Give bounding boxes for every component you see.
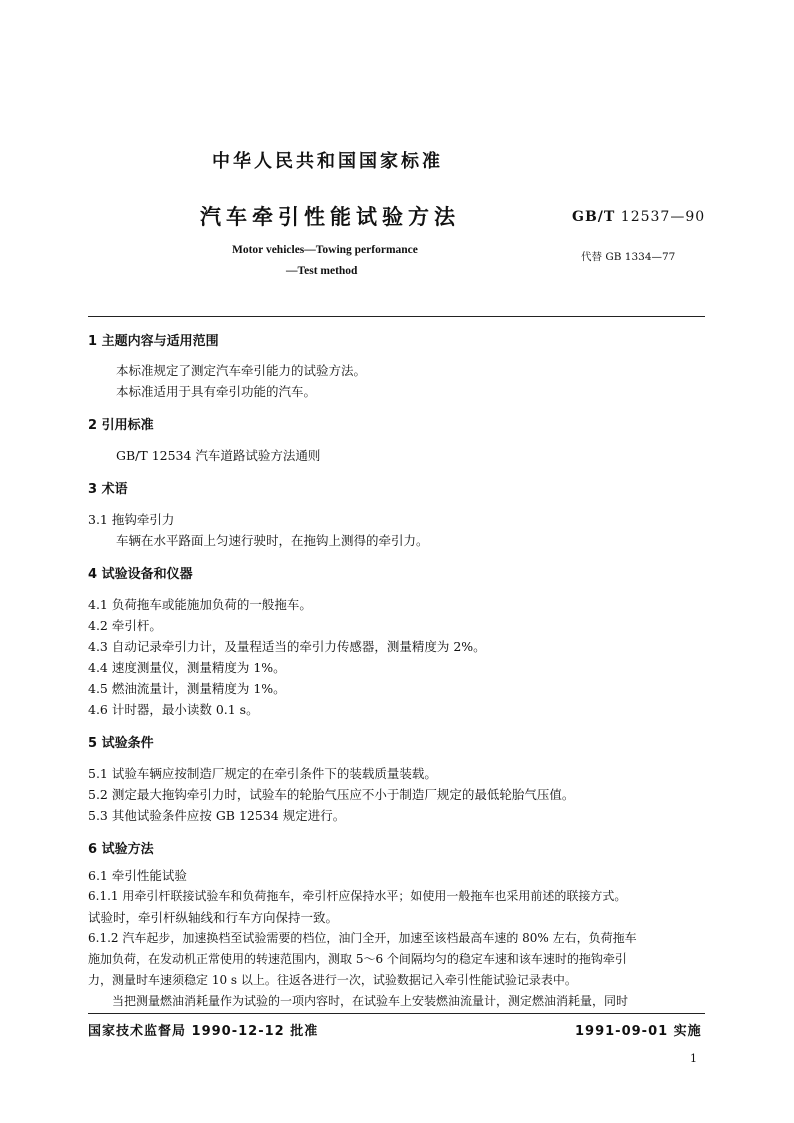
english-title-line1: Motor vehicles—Towing performance (232, 244, 418, 256)
section-3-1-definition: 车辆在水平路面上匀速行驶时，在拖钩上测得的牵引力。 (116, 533, 429, 548)
issued-date: 国家技术监督局 1990-12-12 批准 (88, 1024, 319, 1039)
section-6-1: 6.1 牵引性能试验 (88, 868, 187, 883)
section-5-2: 5.2 测定最大拖钩牵引力时，试验车的轮胎气压应不小于制造厂规定的最低轮胎气压值。 (88, 787, 575, 802)
standard-number (572, 209, 705, 225)
section-4-5: 4.5 燃油流量计，测量精度为 1%。 (88, 681, 286, 696)
replaces-standard: 代替 GB 1334—77 (581, 251, 676, 263)
section-4-heading: 4 试验设备和仪器 (88, 567, 193, 582)
footer-divider (88, 1013, 705, 1014)
section-3-1-term: 3.1 拖钩牵引力 (88, 512, 175, 527)
section-4-6: 4.6 计时器，最小读数 0.1 s。 (88, 702, 259, 717)
page-title: 汽车牵引性能试验方法 (200, 205, 460, 229)
section-4-4: 4.4 速度测量仪，测量精度为 1%。 (88, 660, 286, 675)
standard-code: 12537—90 (620, 209, 706, 225)
section-5-heading: 5 试验条件 (88, 736, 154, 751)
section-1-paragraph-1: 本标准规定了测定汽车牵引能力的试验方法。 (116, 363, 367, 378)
section-5-3: 5.3 其他试验条件应按 GB 12534 规定进行。 (88, 808, 346, 823)
section-6-1-2-line-1: 6.1.2 汽车起步，加速换档至试验需要的档位，油门全开，加速至该档最高车速的 80% 左右，负荷拖车 (88, 931, 637, 945)
section-6-heading: 6 试验方法 (88, 842, 154, 857)
section-2-reference: GB/T 12534 汽车道路试验方法通则 (116, 448, 321, 463)
section-4-1: 4.1 负荷拖车或能施加负荷的一般拖车。 (88, 597, 312, 612)
section-5-1: 5.1 试验车辆应按制造厂规定的在牵引条件下的装载质量装载。 (88, 766, 437, 781)
section-1-heading: 1 主题内容与适用范围 (88, 334, 219, 349)
page-number: 1 (690, 1052, 697, 1065)
header-divider (88, 316, 705, 317)
section-1-paragraph-2: 本标准适用于具有牵引功能的汽车。 (116, 384, 317, 399)
section-6-1-2-line-3: 力，测量时车速须稳定 10 s 以上。往返各进行一次，试验数据记入牵引性能试验记录表中。 (88, 973, 577, 987)
section-4-2: 4.2 牵引杆。 (88, 618, 162, 633)
english-title-line2: —Test method (286, 265, 358, 277)
standard-prefix: GB/T (572, 209, 616, 225)
national-standard-heading: 中华人民共和国国家标准 (212, 151, 443, 172)
section-2-heading: 2 引用标准 (88, 418, 154, 433)
effective-date: 1991-09-01 实施 (575, 1024, 702, 1039)
section-4-3: 4.3 自动记录牵引力计，及量程适当的牵引力传感器，测量精度为 2%。 (88, 639, 486, 654)
section-3-heading: 3 术语 (88, 482, 128, 497)
section-6-1-1-line-1: 6.1.1 用牵引杆联接试验车和负荷拖车，牵引杆应保持水平；如使用一般拖车也采用前述的联接方式。 (88, 889, 627, 903)
section-6-1-2-line-2: 施加负荷，在发动机正常使用的转速范围内，测取 5～6 个间隔均匀的稳定车速和该车速时的拖钩牵引 (88, 952, 627, 966)
section-6-1-1-line-2: 试验时，牵引杆纵轴线和行车方向保持一致。 (88, 910, 339, 925)
section-6-1-2-line-4: 当把测量燃油消耗量作为试验的一项内容时，在试验车上安装燃油流量计，测定燃油消耗量，同时 (112, 994, 629, 1008)
